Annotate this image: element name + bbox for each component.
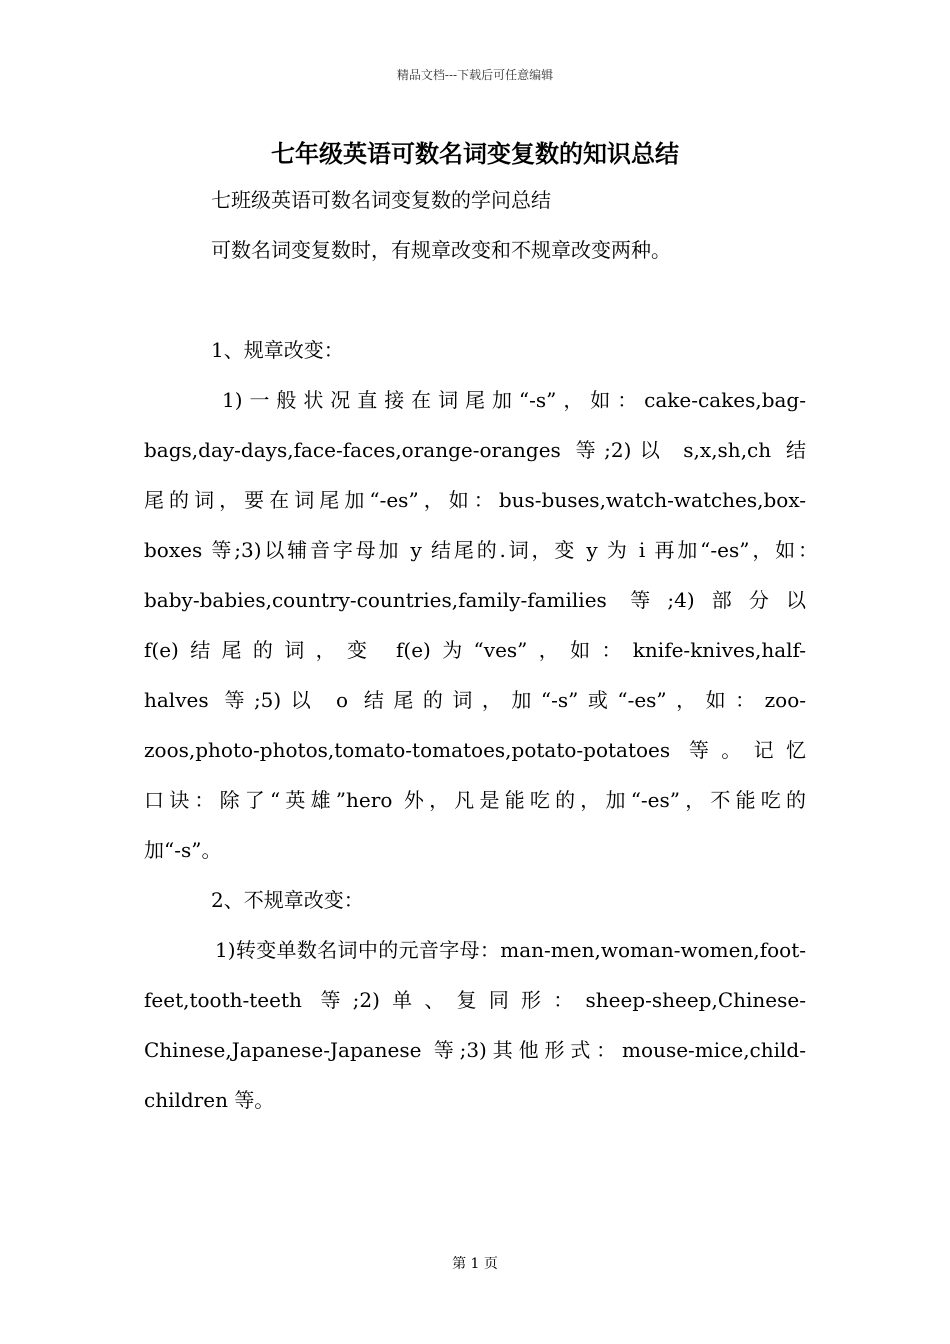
section1-line: 1)一般状况直接在词尾加“-s”，如：cake-cakes,bag- — [222, 388, 806, 412]
section2-line: feet,tooth-teeth 等;2)单、复同形：sheep-sheep,Chinese- — [144, 988, 806, 1012]
document-title: 七年级英语可数名词变复数的知识总结 — [271, 139, 679, 168]
page-header: 精品文档---下载后可任意编辑 — [396, 68, 554, 82]
section2-line: Chinese,Japanese-Japanese 等;3)其他形式：mouse-mice,child- — [144, 1038, 806, 1062]
document-subtitle: 七班级英语可数名词变复数的学问总结 — [211, 188, 551, 212]
section1-line: 加“-s”。 — [144, 838, 222, 862]
section1-line: bags,day-days,face-faces,orange-oranges 等;2)以 s,x,sh,ch 结 — [144, 438, 806, 462]
section1-line: 口诀：除了“英雄”hero 外，凡是能吃的，加“-es”，不能吃的 — [144, 788, 806, 812]
page-number: 第 1 页 — [452, 1256, 498, 1272]
section1-line: f(e)结尾的词，变 f(e)为“ves”，如：knife-knives,half- — [144, 638, 806, 662]
section1-line: zoos,photo-photos,tomato-tomatoes,potato-potatoes 等。记忆 — [144, 738, 806, 762]
section1-line: halves 等;5)以 o 结尾的词，加“-s”或“-es”，如：zoo- — [144, 688, 806, 712]
section-heading-irregular: 2、不规章改变： — [211, 888, 364, 912]
intro-paragraph: 可数名词变复数时，有规章改变和不规章改变两种。 — [211, 238, 671, 262]
section2-line: children 等。 — [144, 1088, 275, 1112]
section-heading-regular: 1、规章改变： — [211, 338, 344, 362]
section1-line: boxes 等;3)以辅音字母加 y 结尾的.词，变 y 为 i 再加“-es”，如： — [144, 538, 818, 562]
section1-line: baby-babies,country-countries,family-families 等;4)部分以 — [144, 588, 806, 612]
section1-line: 尾的词，要在词尾加“-es”，如：bus-buses,watch-watches,box- — [144, 488, 806, 512]
section2-line: 1)转变单数名词中的元音字母：man-men,woman-women,foot- — [215, 938, 806, 962]
